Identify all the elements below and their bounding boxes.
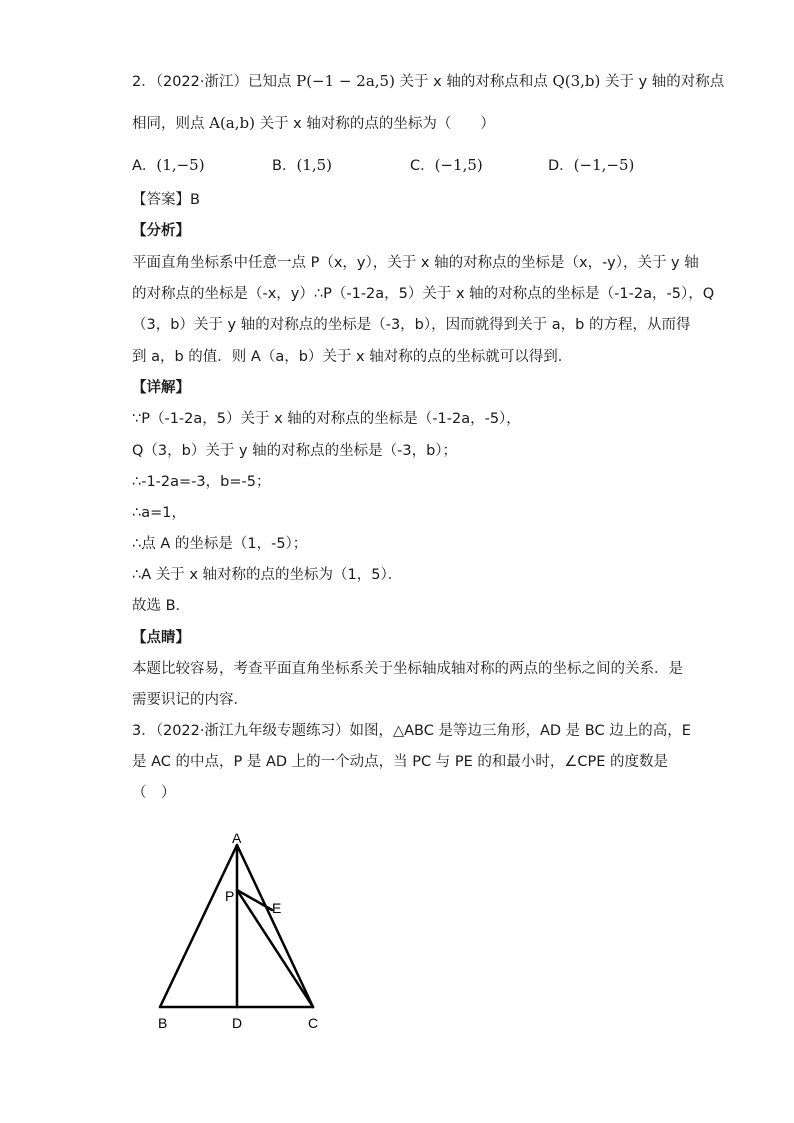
detail-line-3: ∴-1-2a=-3，b=-5； [132, 474, 271, 490]
label-c: C [308, 1015, 319, 1031]
label-d: D [232, 1015, 243, 1031]
detail-title: 【详解】 [132, 380, 190, 396]
detail-line-2: Q（3，b）关于 y 轴的对称点的坐标是（-3，b）； [132, 443, 458, 459]
option-b: B．(1,5) [272, 156, 333, 174]
label-p: P [225, 888, 235, 904]
q2-line-1: 2．（2022·浙江）已知点 P(−1 − 2a,5) 关于 x 轴的对称点和点 Q(3,b) 关于 y 轴的对称点 [132, 72, 725, 90]
analysis-line-1: 平面直角坐标系中任意一点 P（x，y），关于 x 轴的对称点的坐标是（x，-y），关于 y 轴 [132, 255, 699, 271]
segment-ab [160, 845, 237, 1007]
point-a-math: A(a,b) [209, 114, 255, 132]
comment-line-1: 本题比较容易，考查平面直角坐标系关于坐标轴成轴对称的两点的坐标之间的关系．是 [132, 661, 683, 677]
detail-line-7: 故选 B． [132, 598, 191, 614]
label-a: A [232, 830, 242, 846]
comment-title: 【点睛】 [132, 630, 190, 646]
q3-line-3: （ ） [132, 785, 176, 801]
comment-line-2: 需要识记的内容． [132, 692, 248, 708]
detail-line-1: ∵P（-1-2a，5）关于 x 轴的对称点的坐标是（-1-2a，-5）， [132, 411, 521, 427]
q2-line-2: 相同，则点 A(a,b) 关于 x 轴对称的点的坐标为（ ） [132, 114, 495, 132]
answer: 【答案】B [132, 192, 200, 208]
label-e: E [272, 900, 282, 916]
detail-line-6: ∴A 关于 x 轴对称的点的坐标为（1，5）． [132, 567, 403, 583]
point-q-math: Q(3,b) [552, 72, 601, 90]
label-b: B [158, 1015, 168, 1031]
option-d: D．(−1,−5) [548, 156, 635, 174]
detail-line-4: ∴a=1， [132, 505, 186, 521]
option-a: A．(1,−5) [132, 156, 205, 174]
analysis-title: 【分析】 [132, 223, 190, 239]
analysis-line-2: 的对称点的坐标是（-x，y）∴P（-1-2a，5）关于 x 轴的对称点的坐标是（-1-2a，-5），Q [132, 286, 715, 302]
q3-line-2: 是 AC 的中点，P 是 AD 上的一个动点，当 PC 与 PE 的和最小时，∠CPE 的度数是 [132, 754, 669, 770]
analysis-line-3: （3，b）关于 y 轴的对称点的坐标是（-3，b），因而就得到关于 a，b 的方程，从而得 [132, 317, 691, 333]
q3-line-1: 3．（2022·浙江九年级专题练习）如图，△ABC 是等边三角形，AD 是 BC 边上的高，E [132, 723, 691, 739]
option-c: C．(−1,5) [410, 156, 483, 174]
analysis-line-4: 到 a，b 的值．则 A（a，b）关于 x 轴对称的点的坐标就可以得到． [132, 349, 573, 365]
point-p-math: P(−1 − 2a,5) [296, 72, 395, 90]
segment-ac [237, 845, 313, 1007]
detail-line-5: ∴点 A 的坐标是（1，-5）； [132, 536, 308, 552]
